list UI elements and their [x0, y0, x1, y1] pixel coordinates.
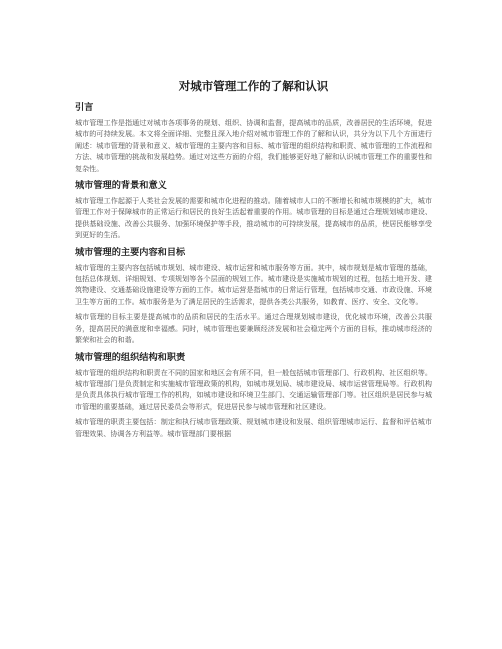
document-title: 对城市管理工作的了解和认识: [178, 79, 329, 93]
paragraph: 城市管理工作是指通过对城市各项事务的规划、组织、协调和监督，提高城市的品质，改善居民的生活环境，促进城市的可持续发展。本文将全面详细、完整且深入地介绍对城市管理工作的了解和认识，共分为以下几个方面进行阐述：城市管理的背景和意义、城市管理的主要内容和目标、城市管理的组织结构和职责、城市管理的工作流程和方法、城市管理的挑战和发展趋势。通过对这些方面的介绍，我们能够更好地了解和认识城市管理工作的重要性和复杂性。: [75, 118, 432, 173]
section-heading: 引言: [75, 102, 94, 113]
paragraph: 城市管理的职责主要包括：制定和执行城市管理政策、规划城市建设和发展、组织管理城市运行、监督和评估城市管理效果、协调各方利益等。城市管理部门要根据: [75, 417, 432, 438]
paragraph: 城市管理的组织结构和职责在不同的国家和地区会有所不同，但一般包括城市管理部门、行政机构、社区组织等。城市管理部门是负责制定和实施城市管理政策的机构，如城市规划局、城市建设局、城市运营管理局等。行政机构是负责具体执行城市管理工作的机构，如城市建设和环境卫生部门、交通运输管理部门等。社区组织是居民参与城市管理的重要基础，通过居民委员会等形式，促进居民参与城市管理和社区建设。: [75, 367, 432, 411]
section-content-goals: [75, 246, 432, 346]
paragraph: 城市管理的目标主要是提高城市的品质和居民的生活水平。通过合理规划城市建设，优化城市环境，改善公共服务，提高居民的满意度和幸福感。同时，城市管理也要兼顾经济发展和社会稳定两个方面的目标，推动城市经济的繁荣和社会的和谐。: [75, 312, 432, 345]
section-heading: 城市管理的组织结构和职责: [75, 351, 186, 363]
section-heading: 城市管理的背景和意义: [75, 180, 167, 192]
paragraph: 城市管理工作起源于人类社会发展的需要和城市化进程的推动。随着城市人口的不断增长和城市规模的扩大，城市管理工作对于保障城市的正常运行和居民的良好生活起着重要的作用。城市管理的目标是通过合理规划城市建设、提供基础设施、改善公共服务、加强环境保护等手段，推动城市的可持续发展，提高城市的品质，使居民能够享受到更好的生活。: [75, 196, 432, 240]
section-heading: 城市管理的主要内容和目标: [75, 246, 186, 258]
section-introduction: [75, 101, 432, 174]
section-background: [75, 179, 432, 241]
section-organization: [75, 351, 432, 439]
paragraph: 城市管理的主要内容包括城市规划、城市建设、城市运营和城市服务等方面。其中，城市规划是城市管理的基础，包括总体规划、详细规划、专项规划等各个层面的规划工作。城市建设是实施城市规划的过程，包括土地开发、建筑物建设、交通基础设施建设等方面的工作。城市运营是指城市的日常运行管理，包括城市交通、市政设施、环境卫生等方面的工作。城市服务是为了满足居民的生活需求，提供各类公共服务，如教育、医疗、安全、文化等。: [75, 262, 432, 306]
